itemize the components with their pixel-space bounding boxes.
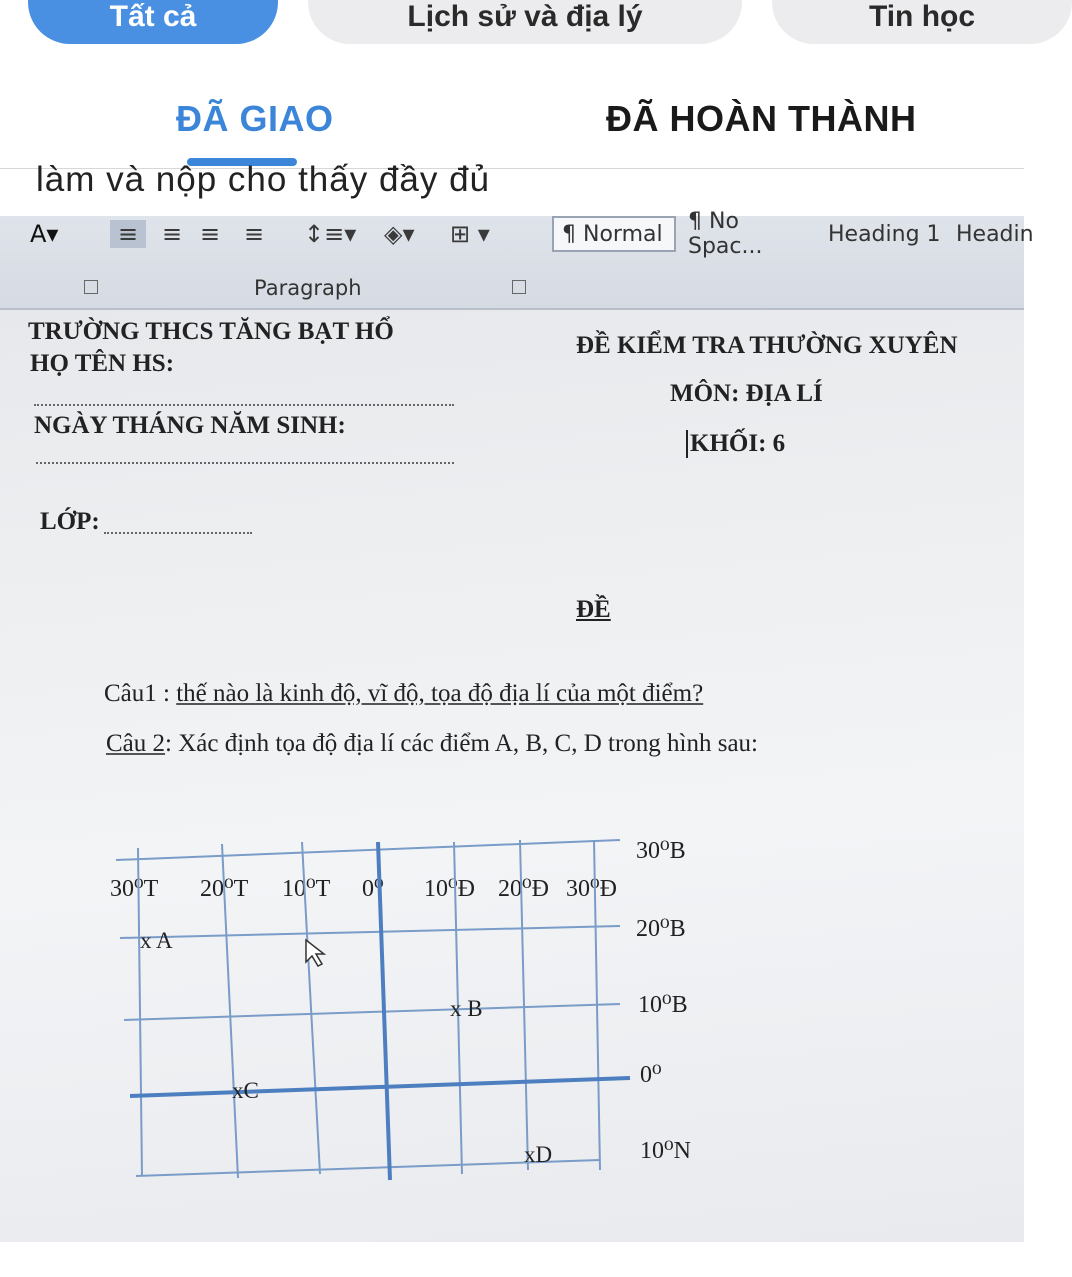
document-page — [0, 308, 1024, 1242]
subject: MÔN: ĐỊA LÍ — [670, 380, 823, 407]
latitude-label: 10⁰B — [638, 992, 688, 1018]
longitude-label: 10⁰T — [282, 876, 331, 902]
longitude-label: 30⁰Đ — [566, 876, 617, 902]
longitude-label: 10⁰Đ — [424, 876, 475, 902]
chip-all[interactable]: Tất cả — [28, 0, 278, 44]
grid-line-20w — [222, 844, 238, 1178]
question-2-prefix: Câu 2 — [106, 730, 166, 757]
align-right-icon: ≡ — [200, 220, 221, 248]
school-name: TRƯỜNG THCS TĂNG BẠT HỔ — [28, 318, 394, 345]
borders-icon: ⊞ ▾ — [450, 220, 490, 248]
tab-completed[interactable]: ĐÃ HOÀN THÀNH — [606, 98, 917, 139]
grid-line-20n — [120, 926, 620, 938]
question-1-text: thế nào là kinh độ, vĩ độ, tọa độ địa lí của một điểm? — [176, 680, 704, 707]
exam-title: ĐỀ KIỂM TRA THƯỜNG XUYÊN — [576, 332, 958, 359]
word-ribbon — [0, 209, 1034, 310]
style-normal[interactable]: ¶ Normal — [552, 216, 676, 252]
coordinate-grid — [0, 308, 1024, 1242]
style-heading-1[interactable]: Heading 1 — [828, 221, 941, 247]
justify-icon: ≡ — [244, 220, 265, 248]
grid-line-10n — [124, 1004, 620, 1020]
chip-informatics[interactable]: Tin học — [772, 0, 1072, 44]
dob-label: NGÀY THÁNG NĂM SINH: — [34, 412, 346, 439]
assignment-snippet: làm và nộp cho thấy đầy đủ — [36, 160, 491, 199]
section-heading: ĐỀ — [576, 596, 611, 623]
latitude-label: 10⁰N — [640, 1138, 691, 1164]
paragraph-group-label: Paragraph — [254, 276, 362, 300]
grid-line-20e — [520, 840, 528, 1170]
class-label: LỚP: — [40, 508, 100, 535]
question-2-text: : Xác định tọa độ địa lí các điểm A, B, C, D trong hình sau: — [165, 730, 758, 757]
point-d: xD — [524, 1142, 553, 1167]
longitude-label: 0⁰ — [362, 876, 384, 902]
line-spacing-icon: ↕≡▾ — [304, 220, 357, 248]
style-heading-2[interactable]: Headin — [956, 221, 1034, 247]
grade: KHỐI: 6 — [686, 430, 785, 458]
point-a: x A — [140, 928, 173, 953]
font-dialog-launcher[interactable] — [84, 280, 98, 294]
tab-assigned[interactable]: ĐÃ GIAO — [176, 98, 334, 139]
latitude-label: 30⁰B — [636, 838, 686, 864]
chip-history-geography[interactable]: Lịch sử và địa lý — [308, 0, 742, 44]
grid-line-10w — [302, 842, 320, 1174]
grid-line-30n — [116, 840, 620, 860]
align-center-icon: ≡ — [162, 220, 183, 248]
attached-photo[interactable] — [0, 209, 1034, 1242]
question-1-prefix: Câu1 : — [104, 680, 177, 707]
shading-icon: ◈▾ — [384, 220, 415, 248]
point-c: xC — [232, 1078, 259, 1103]
tab-bar — [0, 80, 1024, 169]
student-name-label: HỌ TÊN HS: — [30, 350, 175, 377]
point-b: x B — [450, 996, 483, 1021]
latitude-label: 0⁰ — [640, 1062, 662, 1088]
longitude-label: 20⁰T — [200, 876, 249, 902]
style-no-spacing[interactable]: ¶ No Spac... — [688, 209, 763, 259]
align-left-icon: ≡ — [110, 220, 146, 248]
longitude-label: 30⁰T — [110, 876, 159, 902]
font-color-icon: A▾ — [30, 220, 59, 248]
grid-line-30w — [138, 848, 142, 1176]
paragraph-dialog-launcher[interactable] — [512, 280, 526, 294]
equator — [130, 1078, 630, 1096]
longitude-label: 20⁰Đ — [498, 876, 549, 902]
latitude-label: 20⁰B — [636, 916, 686, 942]
